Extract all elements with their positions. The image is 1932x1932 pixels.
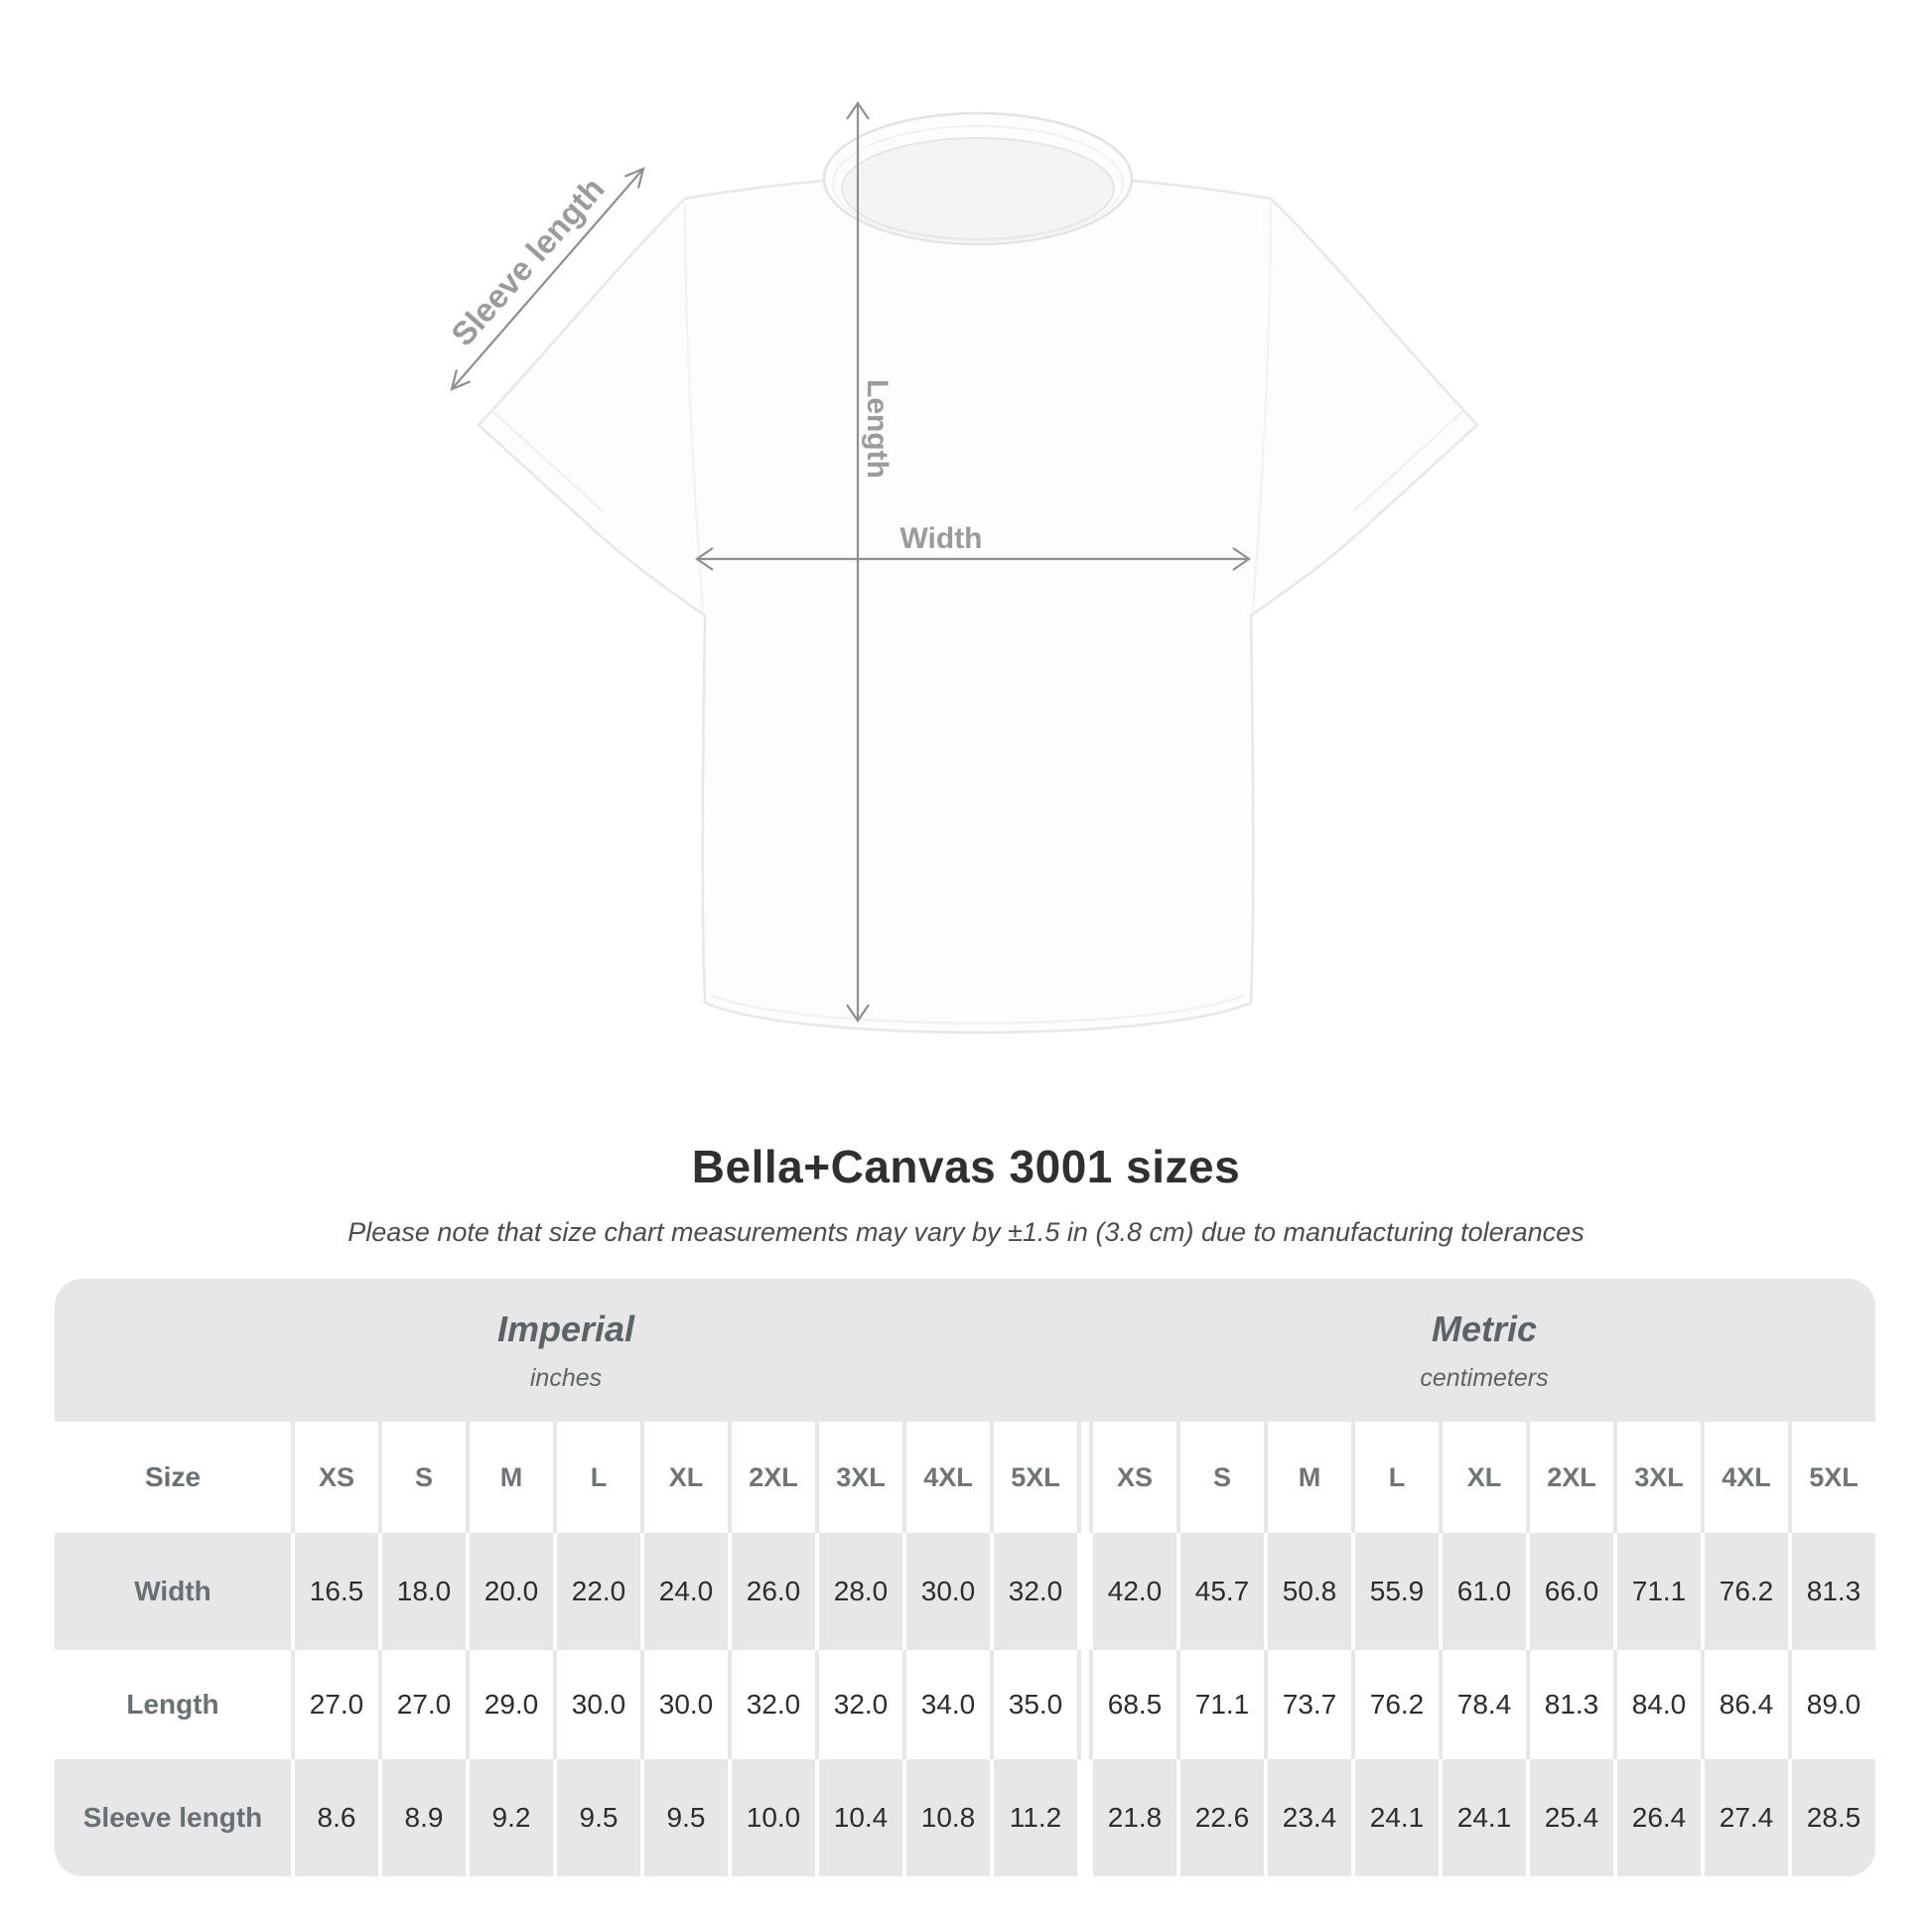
value-cell: 24.0 bbox=[644, 1533, 728, 1650]
value-cell: 68.5 bbox=[1093, 1650, 1176, 1759]
value-cell: 84.0 bbox=[1617, 1650, 1701, 1759]
value-cell: 26.4 bbox=[1617, 1759, 1701, 1876]
value-cell: 89.0 bbox=[1792, 1650, 1875, 1759]
metric-unit: centimeters bbox=[1420, 1363, 1549, 1392]
value-cell: 32.0 bbox=[994, 1533, 1077, 1650]
size-header-cell: 4XL bbox=[1705, 1422, 1788, 1533]
value-cell: 32.0 bbox=[732, 1650, 815, 1759]
length-label: Length bbox=[861, 379, 894, 479]
page-subtitle: Please note that size chart measurements may vary by ±1.5 in (3.8 cm) due to manufacturing tolerances bbox=[347, 1217, 1585, 1247]
value-cell: 27.0 bbox=[382, 1650, 466, 1759]
value-cell: 30.0 bbox=[644, 1650, 728, 1759]
value-cell: 25.4 bbox=[1530, 1759, 1613, 1876]
group-divider bbox=[1081, 1422, 1089, 1533]
value-cell: 35.0 bbox=[994, 1650, 1077, 1759]
value-cell: 81.3 bbox=[1792, 1533, 1875, 1650]
size-header-cell: XS bbox=[295, 1422, 378, 1533]
value-cell: 21.8 bbox=[1093, 1759, 1176, 1876]
value-cell: 26.0 bbox=[732, 1533, 815, 1650]
value-cell: 28.5 bbox=[1792, 1759, 1875, 1876]
size-header-cell: XS bbox=[1093, 1422, 1176, 1533]
row-label: Length bbox=[55, 1650, 291, 1759]
metric-title: Metric bbox=[1431, 1308, 1538, 1349]
value-cell: 55.9 bbox=[1355, 1533, 1439, 1650]
value-cell: 16.5 bbox=[295, 1533, 378, 1650]
value-cell: 71.1 bbox=[1617, 1533, 1701, 1650]
size-header-cell: S bbox=[1180, 1422, 1264, 1533]
value-cell: 8.9 bbox=[382, 1759, 466, 1876]
imperial-title: Imperial bbox=[496, 1308, 635, 1349]
value-cell: 30.0 bbox=[557, 1650, 640, 1759]
value-cell: 81.3 bbox=[1530, 1650, 1613, 1759]
tshirt-body bbox=[479, 174, 1477, 1033]
size-header-row bbox=[55, 1422, 1875, 1533]
table-row-sleeve-length bbox=[55, 1759, 1875, 1876]
unit-group-metric bbox=[1093, 1279, 1875, 1422]
value-cell: 10.4 bbox=[819, 1759, 902, 1876]
value-cell: 10.0 bbox=[732, 1759, 815, 1876]
value-cell: 9.5 bbox=[557, 1759, 640, 1876]
collar-opening bbox=[842, 138, 1114, 239]
value-cell: 50.8 bbox=[1268, 1533, 1351, 1650]
value-cell: 24.1 bbox=[1443, 1759, 1526, 1876]
size-header-cell: 2XL bbox=[732, 1422, 815, 1533]
table-row-length bbox=[55, 1650, 1875, 1759]
value-cell: 42.0 bbox=[1093, 1533, 1176, 1650]
group-divider bbox=[1081, 1650, 1089, 1759]
unit-group-imperial bbox=[55, 1279, 1077, 1422]
imperial-unit: inches bbox=[529, 1363, 603, 1392]
value-cell: 18.0 bbox=[382, 1533, 466, 1650]
value-cell: 78.4 bbox=[1443, 1650, 1526, 1759]
value-cell: 23.4 bbox=[1268, 1759, 1351, 1876]
size-table bbox=[55, 1279, 1875, 1876]
sleeve-length-label: Sleeve length bbox=[444, 170, 612, 353]
value-cell: 61.0 bbox=[1443, 1533, 1526, 1650]
value-cell: 73.7 bbox=[1268, 1650, 1351, 1759]
value-cell: 86.4 bbox=[1705, 1650, 1788, 1759]
size-header-cell: S bbox=[382, 1422, 466, 1533]
value-cell: 9.2 bbox=[470, 1759, 553, 1876]
value-cell: 11.2 bbox=[994, 1759, 1077, 1876]
size-header-cell: XL bbox=[1443, 1422, 1526, 1533]
size-header-cell: 5XL bbox=[994, 1422, 1077, 1533]
value-cell: 76.2 bbox=[1355, 1650, 1439, 1759]
value-cell: 76.2 bbox=[1705, 1533, 1788, 1650]
value-cell: 45.7 bbox=[1180, 1533, 1264, 1650]
table-row-width bbox=[55, 1533, 1875, 1650]
value-cell: 28.0 bbox=[819, 1533, 902, 1650]
width-label: Width bbox=[899, 522, 983, 555]
value-cell: 22.0 bbox=[557, 1533, 640, 1650]
value-cell: 34.0 bbox=[906, 1650, 990, 1759]
size-header-cell: M bbox=[470, 1422, 553, 1533]
value-cell: 22.6 bbox=[1180, 1759, 1264, 1876]
size-corner-label: Size bbox=[55, 1422, 291, 1533]
value-cell: 29.0 bbox=[470, 1650, 553, 1759]
value-cell: 20.0 bbox=[470, 1533, 553, 1650]
value-cell: 24.1 bbox=[1355, 1759, 1439, 1876]
size-header-cell: 3XL bbox=[1617, 1422, 1701, 1533]
row-label: Sleeve length bbox=[55, 1759, 291, 1876]
value-cell: 9.5 bbox=[644, 1759, 728, 1876]
value-cell: 66.0 bbox=[1530, 1533, 1613, 1650]
size-header-cell: L bbox=[1355, 1422, 1439, 1533]
tshirt-diagram bbox=[437, 60, 1489, 1052]
value-cell: 30.0 bbox=[906, 1533, 990, 1650]
unit-header-band bbox=[55, 1279, 1875, 1422]
size-header-cell: L bbox=[557, 1422, 640, 1533]
row-label: Width bbox=[55, 1533, 291, 1650]
size-header-cell: 5XL bbox=[1792, 1422, 1875, 1533]
value-cell: 71.1 bbox=[1180, 1650, 1264, 1759]
value-cell: 10.8 bbox=[906, 1759, 990, 1876]
size-header-cell: M bbox=[1268, 1422, 1351, 1533]
value-cell: 8.6 bbox=[295, 1759, 378, 1876]
value-cell: 27.0 bbox=[295, 1650, 378, 1759]
size-header-cell: XL bbox=[644, 1422, 728, 1533]
page-title: Bella+Canvas 3001 sizes bbox=[691, 1141, 1241, 1192]
value-cell: 27.4 bbox=[1705, 1759, 1788, 1876]
size-header-cell: 4XL bbox=[906, 1422, 990, 1533]
value-cell: 32.0 bbox=[819, 1650, 902, 1759]
group-divider bbox=[1081, 1759, 1089, 1876]
size-header-cell: 3XL bbox=[819, 1422, 902, 1533]
size-header-cell: 2XL bbox=[1530, 1422, 1613, 1533]
group-divider bbox=[1081, 1533, 1089, 1650]
